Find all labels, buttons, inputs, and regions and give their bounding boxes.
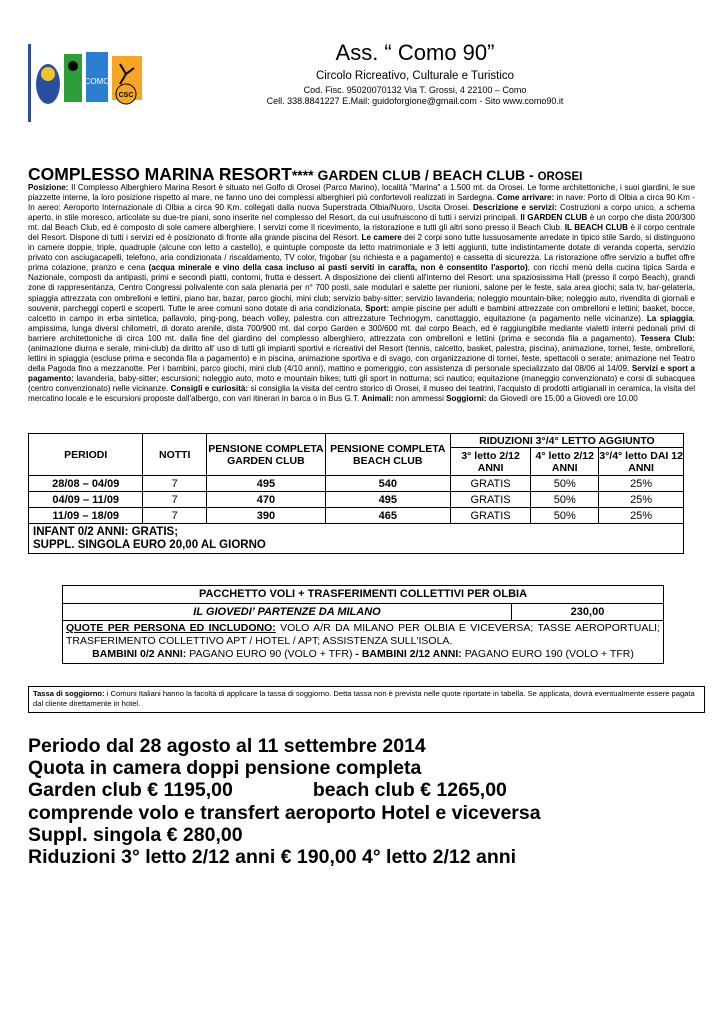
description-label: Tessera Club:: [640, 333, 695, 343]
summary-garden-price: Garden club € 1195,00: [28, 779, 233, 802]
description-label: Servizi e sport a pagamento:: [28, 363, 695, 383]
summary-beach-price: beach club € 1265,00: [312, 779, 507, 802]
includes-label: QUOTE PER PERSONA ED INCLUDONO:: [66, 622, 276, 634]
description-label: Descrizione e servizi:: [472, 203, 557, 213]
cell-garden-price: 390: [207, 508, 326, 524]
svg-text:COMO: COMO: [84, 77, 110, 86]
description-label: Posizione:: [28, 183, 69, 192]
cell-reduction-adult: 25%: [599, 508, 684, 524]
cell-reduction-4th: 50%: [531, 476, 599, 492]
cell-nights: 7: [143, 508, 207, 524]
summary-prices: [28, 779, 708, 801]
resort-clubs: GARDEN CLUB / BEACH CLUB -: [313, 167, 538, 183]
description-text: è un corpo che dista 200/300 mt. dal Beach Club, ed è composto di sole camere alberghiere. I servizi come Il ricevimento, la ristorazione e tutti gli altri sono presso il Beach Club.: [28, 213, 695, 233]
summary-single-supplement: Suppl. singola € 280,00: [28, 823, 243, 846]
package-children: [66, 648, 660, 661]
package-departure: IL GIOVEDI’ PARTENZE DA MILANO: [63, 604, 512, 620]
description-text: da Giovedì ore 15.00 a Giovedì ore 10.00: [486, 393, 638, 403]
cell-reduction-3rd: GRATIS: [450, 508, 531, 524]
description-label: Le camere: [361, 233, 402, 243]
table-row: [29, 476, 684, 492]
resort-description: [28, 183, 695, 404]
header-subtitle: Circolo Ricreativo, Culturale e Turistico: [315, 70, 515, 82]
single-supplement-note: SUPPL. SINGOLA EURO 20,00 AL GIORNO: [33, 538, 266, 551]
header-reduction-3rd: 3° letto 2/12 ANNI: [450, 448, 531, 476]
price-table: [28, 433, 684, 554]
cell-period: 11/09 – 18/09: [29, 508, 143, 524]
package-details: [63, 621, 663, 663]
kids-2-12-text: PAGANO EURO 190 (VOLO + TFR): [461, 648, 634, 660]
kids-2-12-label: - BAMBINI 2/12 ANNI:: [355, 648, 462, 660]
tax-text: i Comuni Italiani hanno la facoltà di applicare la tassa di soggiorno. Detta tassa non è prevista nelle quote riportate in tabella. Se applicata, dovrà eventualmente essere pagata dal cliente direttamente in hotel.: [33, 689, 695, 708]
svg-text:CSC: CSC: [118, 92, 134, 99]
header-notti: NOTTI: [143, 434, 207, 476]
description-text: si consiglia la visita del centro storico di Orosei, il museo dei teatrini, l'acquisto di prodotti artigianali in ceramica, la visita del mercatino locale e le escursioni proposte dall'albergo, con vari itinerari in barca o in Bus G.T.: [28, 383, 696, 403]
cell-period: 04/09 – 11/09: [29, 492, 143, 508]
description-text: in nave: Porto di Olbia a circa 90 Km - In aereo: Aeroporto Internazionale di Olbia a circa 90 Km. collegati dalla nuova Superstrada Olbia/Nuoro, Uscita Orosei.: [28, 193, 695, 213]
header-title: Ass. “ Como 90”: [335, 40, 495, 65]
cell-beach-price: 495: [325, 492, 450, 508]
resort-location: OROSEI: [537, 171, 583, 183]
offer-summary: [28, 735, 708, 868]
description-text: (animazione diurna e serale, mini-club) da diritto all' uso di tutti gli impianti sportivi e ricreativi del Resort (tennis, calcetto, basket, palestra, piscina), animazione, tornei, feste, ombrelloni, lettini in spiaggia (escluse prima e seconda fila a pagamento) e in piscina, animazione sportiva e di svago, con organizzazione di tornei, feste, spettacoli o serate; animazione nel Teatro della Pagoda fino a mezzanotte. Per i bambini, parco giochi, mini club (4/10 anni), mattino e pomeriggio, con assistenza di personale specializzato dal 08/06 al 14/09.: [28, 343, 695, 373]
description-label: Sport:: [365, 303, 390, 313]
cell-reduction-adult: 25%: [599, 492, 684, 508]
cell-reduction-4th: 50%: [531, 492, 599, 508]
kids-0-2-text: PAGANO EURO 90 (VOLO + TFR): [186, 648, 356, 660]
table-row: [29, 508, 684, 524]
tax-label: Tassa di soggiorno:: [33, 689, 105, 698]
includes-text: VOLO A/R DA MILANO PER OLBIA E VICEVERSA; TASSE AEROPORTUALI; TRASFERIMENTO COLLETTIVO APT / HOTEL / APT; ASSISTENZA SULL'ISOLA.: [66, 622, 660, 647]
description-label: Animali:: [361, 393, 394, 403]
header-reduction-adult: 3°/4° letto DAI 12 ANNI: [599, 449, 683, 474]
description-text: , ampissima, lunga diversi chilometri, di dorato arenile, dista 700/900 mt. dal corpo Garden e 300/600 mt. dal corpo Beach, ed è raggiungibile mediante vialetti interni pedonali privi di barriere architettoniche di circa 100 mt. dalla fine del giardino del complesso alberghiero, attrezzata con ombrelloni e lettini (prima e seconda fila a pagamento).: [28, 313, 695, 343]
summary-room: Quota in camera doppi pensione completa: [28, 757, 422, 780]
package-includes: [66, 622, 660, 648]
header-fiscal-address: Cod. Fisc. 95020070132 Via T. Grossi, 4 22100 – Como: [303, 85, 527, 95]
package-departure-row: [63, 604, 663, 621]
header-riduzioni: RIDUZIONI 3°/4° LETTO AGGIUNTO: [450, 434, 683, 448]
description-label: Soggiorni:: [446, 393, 487, 403]
description-label: Consigli e curiosità:: [170, 383, 249, 393]
flight-package-box: [62, 585, 664, 664]
cell-reduction-3rd: GRATIS: [450, 476, 531, 492]
kids-0-2-label: BAMBINI 0/2 ANNI:: [92, 648, 187, 660]
cell-nights: 7: [143, 492, 207, 508]
description-text: ampie piscine per adulti e bambini attrezzate con ombrelloni e lettini; basket, bocce, calcetto in campo in erba sintetica, pallavolo, ping-pong, beach volley, palestra con attrezzature Technogym, canottaggio, equitazione (a pagamento nelle vicinanze).: [28, 303, 695, 323]
summary-period: Periodo dal 28 agosto al 11 settembre 2014: [28, 735, 426, 757]
cell-nights: 7: [143, 476, 207, 492]
resort-title: [28, 164, 708, 185]
description-label: La spiaggia: [646, 313, 693, 323]
cell-reduction-3rd: GRATIS: [450, 492, 531, 508]
cell-garden-price: 495: [207, 476, 326, 492]
summary-includes: comprende volo e transfert aeroporto Hotel e viceversa: [28, 801, 541, 824]
header-garden: PENSIONE COMPLETA GARDEN CLUB: [207, 434, 326, 476]
header-beach: PENSIONE COMPLETA BEACH CLUB: [325, 434, 450, 476]
cell-beach-price: 465: [325, 508, 450, 524]
table-notes: [29, 524, 684, 554]
cell-reduction-adult: 25%: [599, 476, 684, 492]
table-row: [29, 492, 684, 508]
description-text: lavanderia, baby-sitter; escursioni; noleggio auto, moto e mountain bikes; tutti gli sport in notturna; sci nautico; equitazione (maneggio convenzionato) e corsi di subacquea (centro convenzionato) nelle vicinanze.: [28, 373, 695, 393]
description-label: Come arrivare:: [496, 193, 555, 203]
cell-period: 28/08 – 04/09: [29, 476, 143, 492]
tourist-tax-note: [28, 686, 705, 713]
cell-beach-price: 540: [325, 476, 450, 492]
resort-name: COMPLESSO MARINA RESORT: [28, 164, 292, 184]
infant-note: INFANT 0/2 ANNI: GRATIS;: [33, 525, 179, 538]
description-text: dei 2 corpi sono tutte lussuosamente arredate in tipico stile Sardo, si distinguono in camere doppie, triple, quadruple (alcune con letto a castello), e quintuple composte da letto matrimoniale e 3 letti aggiunti, tutte indistintamente dotate di veranda coperta, servizio privato con asciugacapelli, telefono, aria condizionata / riscaldamento, TV color, frigobar (su richiesta e a pagamento) e cassetta di sicurezza. La ristorazione offre servizio a buffet offre prima colazione, pranzo e cena: [28, 233, 695, 273]
description-label: Il GARDEN CLUB: [520, 213, 588, 223]
description-text: , con ricchi menù della cucina tipica Sarda e Nazionale, composti da antipasti, primi e secondi piatti, contorni, frutta e dessert. A disposizione dei clienti all'interno del Resort: una spaziosissima Hall (presso il corpo Beach), grandi zone di rappresentanza, Centro Congressi polivalente con sala plenaria per n° 700 posti, sale modulari e salette per riunioni, salone per le feste, sala area giochi; sala tv, bar-gelateria, spiaggia attrezzata con ombrelloni e lettini, piano bar, bazar, parco giochi, mini club; servizio baby-sitter; servizio lavanderia; noleggio mountain-bike; noleggio auto, rivendita di giornali e souvenir, parcheggi coperti e scoperti. Tutte le aree comuni sono dotate di aria condizionata,: [28, 263, 696, 313]
description-text: Il Complesso Alberghiero Marina Resort è situato nel Golfo di Orosei (Parco Marino), località "Marina" a 1.500 mt. da Orosei. Le forme architettoniche, i suoi giardini, le sue piazzette interne, la loro posizione rispetto al mare, ne fanno uno dei complessi alberghieri più confortevoli realizzati in Sardegna.: [28, 183, 695, 203]
cell-reduction-4th: 50%: [531, 508, 599, 524]
resort-stars: ****: [291, 167, 314, 183]
header-contacts: Cell. 338.8841227 E.Mail: guidoforgione@gmail.com - Sito www.como90.it: [266, 96, 564, 106]
description-label: (acqua minerale e vino della casa incluso ai pasti serviti in caraffa, non è consentito l'asporto): [148, 263, 528, 273]
description-label: IL BEACH CLUB: [564, 223, 628, 233]
package-title: PACCHETTO VOLI + TRASFERIMENTI COLLETTIVI PER OLBIA: [63, 586, 663, 604]
description-text: non ammessi: [393, 393, 447, 403]
package-price: 230,00: [570, 606, 605, 618]
header-periodi: PERIODI: [29, 434, 143, 476]
association-logo: [28, 44, 150, 122]
cell-garden-price: 470: [207, 492, 326, 508]
description-text: è il corpo centrale del Resort. Dispone di tutti i servizi ed è posizionato di fronte alla grande piscina del Resort.: [28, 223, 695, 243]
summary-reductions: Riduzioni 3° letto 2/12 anni € 190,00 4° letto 2/12 anni: [28, 846, 517, 869]
header-reduction-4th: 4° letto 2/12 ANNI: [531, 448, 599, 476]
description-text: Costruzioni a corpo unico, a schema aperto, in stile moresco, articolate su due-tre piani, sono inserite nel complesso del Resort, da cui usufruiscono di tutti i servizi principali.: [28, 203, 696, 223]
